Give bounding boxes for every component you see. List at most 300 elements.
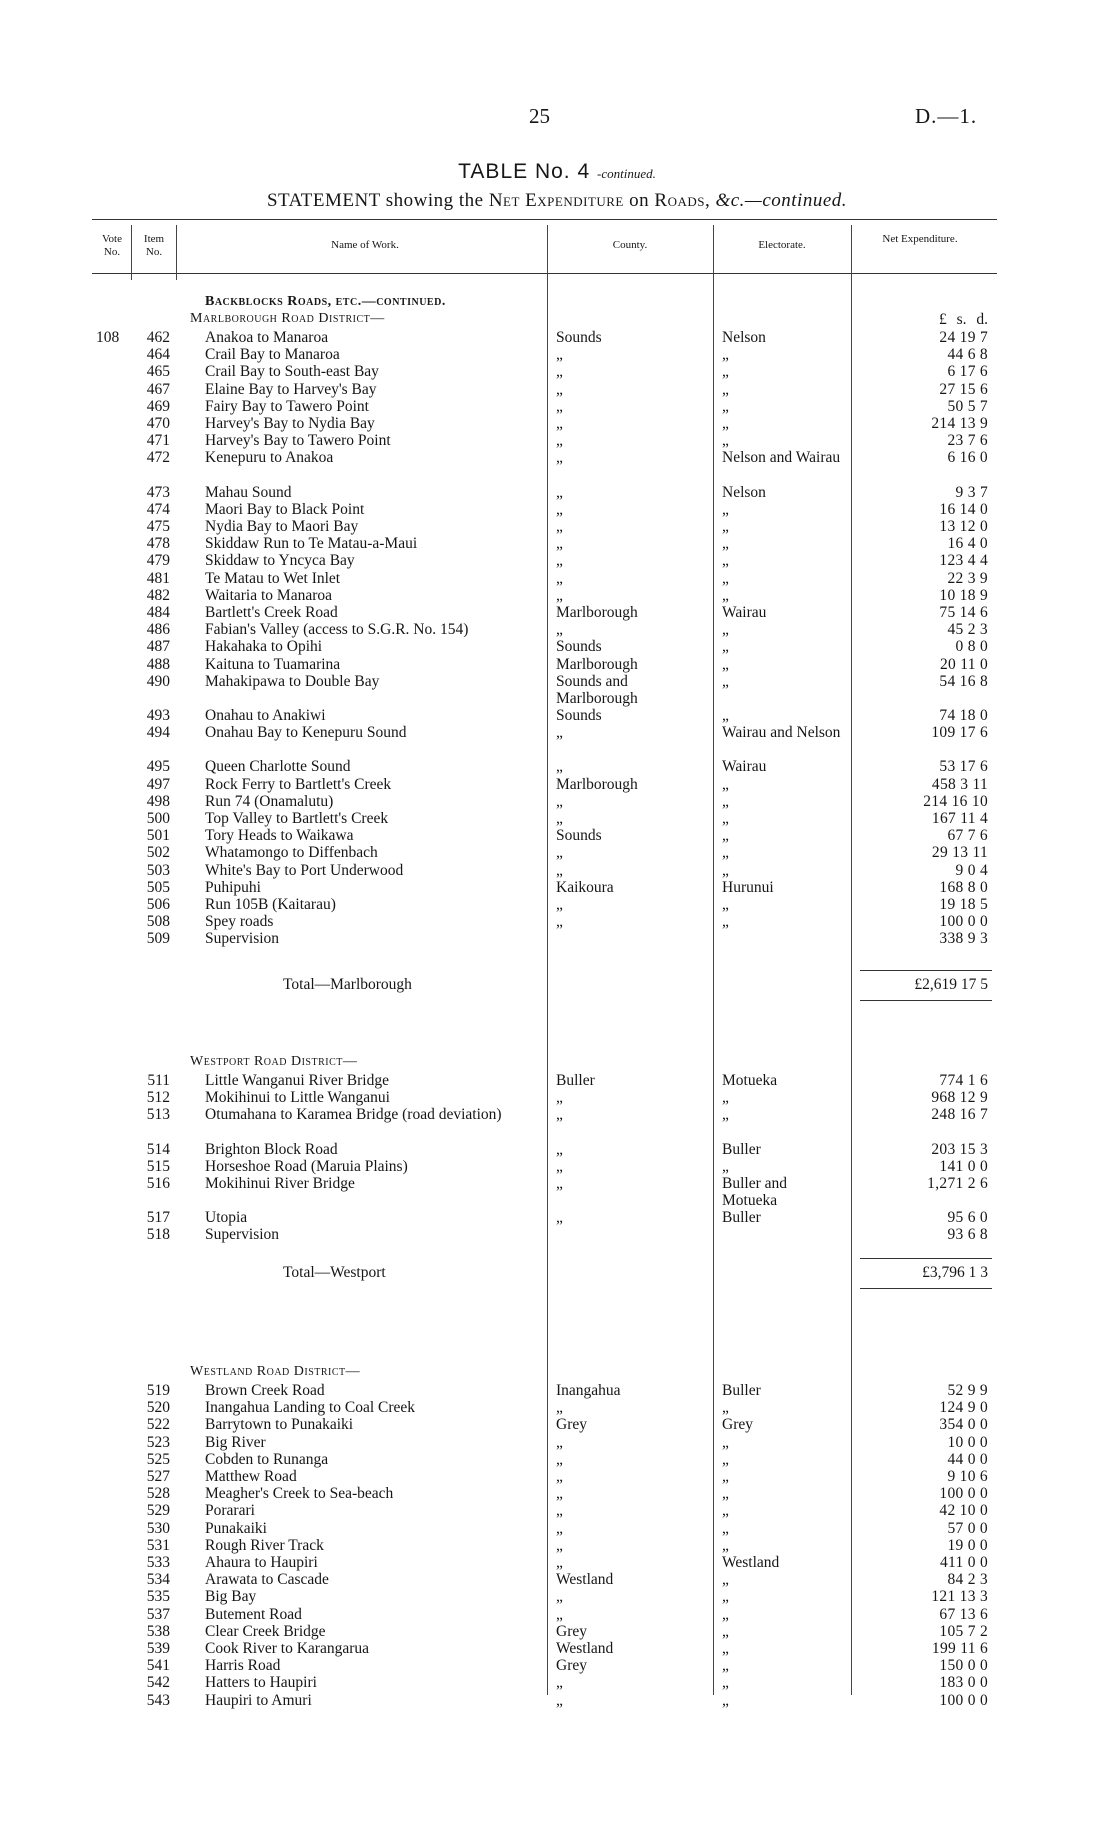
work-name: Puhipuhi: [205, 879, 261, 896]
electorate: „: [722, 1502, 729, 1519]
item-number: 474: [146, 501, 170, 518]
net-expenditure: 968 12 9: [931, 1089, 988, 1106]
electorate: „: [722, 1588, 729, 1605]
county: „: [556, 1674, 563, 1691]
net-expenditure: 150 0 0: [939, 1657, 988, 1674]
county: „: [556, 1554, 563, 1571]
work-name: Run 74 (Onamalutu): [205, 793, 334, 810]
table-row: [0, 673, 1114, 707]
electorate: „: [722, 1106, 729, 1123]
work-name: Skiddaw to Yncyca Bay: [205, 552, 355, 569]
total-rule-bottom: [860, 1000, 992, 1001]
electorate: Grey: [722, 1416, 753, 1433]
net-expenditure: 95 6 0: [947, 1209, 988, 1226]
table-row: [0, 930, 1114, 947]
table-row: [0, 1640, 1114, 1657]
county: „: [556, 1520, 563, 1537]
table-row: [0, 793, 1114, 810]
electorate: „: [722, 415, 729, 432]
electorate: „: [722, 398, 729, 415]
county: Buller: [556, 1072, 595, 1089]
header-top-rule: [92, 219, 997, 220]
item-number: 471: [146, 432, 170, 449]
table-row: [0, 1502, 1114, 1519]
county: „: [556, 896, 563, 913]
item-number: 494: [146, 724, 170, 741]
item-number: 537: [146, 1606, 170, 1623]
county: „: [556, 587, 563, 604]
net-expenditure: 44 6 8: [947, 346, 988, 363]
electorate: „: [722, 518, 729, 535]
table-row: [0, 398, 1114, 415]
table-row: [0, 1434, 1114, 1451]
item-number: 493: [146, 707, 170, 724]
table-row: [0, 1175, 1114, 1209]
net-expenditure: 100 0 0: [939, 1485, 988, 1502]
electorate: „: [722, 776, 729, 793]
net-expenditure: 16 4 0: [947, 535, 988, 552]
county: Sounds: [556, 707, 602, 724]
county: Grey: [556, 1416, 587, 1433]
work-name: Big River: [205, 1434, 266, 1451]
table-row: [0, 1072, 1114, 1089]
net-expenditure: 54 16 8: [939, 673, 988, 690]
net-expenditure: 123 4 4: [939, 552, 988, 569]
work-name: Mahakipawa to Double Bay: [205, 673, 380, 690]
table-row: [0, 758, 1114, 775]
header-vote: Vote No.: [102, 233, 122, 258]
electorate: „: [722, 1434, 729, 1451]
work-name: Cook River to Karangarua: [205, 1640, 369, 1657]
net-expenditure: 42 10 0: [939, 1502, 988, 1519]
table-row: [0, 621, 1114, 638]
work-name: Kaituna to Tuamarina: [205, 656, 341, 673]
table-row: [0, 1468, 1114, 1485]
county: „: [556, 1588, 563, 1605]
electorate: „: [722, 552, 729, 569]
county: „: [556, 570, 563, 587]
work-name: Meagher's Creek to Sea-beach: [205, 1485, 394, 1502]
work-name: Anakoa to Manaroa: [205, 329, 329, 346]
item-number: 528: [146, 1485, 170, 1502]
work-name: Spey roads: [205, 913, 274, 930]
electorate: Nelson and Wairau: [722, 449, 841, 466]
work-name: Arawata to Cascade: [205, 1571, 329, 1588]
net-expenditure: 52 9 9: [947, 1382, 988, 1399]
item-number: 488: [146, 656, 170, 673]
work-name: Fairy Bay to Tawero Point: [205, 398, 369, 415]
item-number: 490: [146, 673, 170, 690]
work-name: Horseshoe Road (Maruia Plains): [205, 1158, 408, 1175]
table-row: [0, 656, 1114, 673]
net-expenditure: 57 0 0: [947, 1520, 988, 1537]
item-number: 475: [146, 518, 170, 535]
electorate: „: [722, 501, 729, 518]
item-number: 464: [146, 346, 170, 363]
item-number: 506: [146, 896, 170, 913]
county: „: [556, 724, 563, 741]
net-expenditure: 203 15 3: [931, 1141, 988, 1158]
electorate: „: [722, 1692, 729, 1709]
total-label: Total—Marlborough: [283, 976, 412, 993]
header-bottom-rule: [92, 273, 997, 274]
county: „: [556, 1537, 563, 1554]
header-county: County.: [612, 239, 648, 251]
work-name: Bartlett's Creek Road: [205, 604, 338, 621]
electorate: „: [722, 1089, 729, 1106]
work-name: Crail Bay to South-east Bay: [205, 363, 379, 380]
item-number: 516: [146, 1175, 170, 1192]
electorate: „: [722, 432, 729, 449]
net-expenditure: 411 0 0: [939, 1554, 988, 1571]
total-rule-bottom: [860, 1288, 992, 1289]
county: „: [556, 913, 563, 930]
net-expenditure: 75 14 6: [939, 604, 988, 621]
document-reference: D.—1.: [915, 104, 978, 128]
county: „: [556, 381, 563, 398]
work-name: Top Valley to Bartlett's Creek: [205, 810, 389, 827]
net-expenditure: 84 2 3: [947, 1571, 988, 1588]
net-expenditure: 53 17 6: [939, 758, 988, 775]
electorate: „: [722, 638, 729, 655]
header-name: Name of Work.: [331, 239, 399, 251]
net-expenditure: 6 16 0: [947, 449, 988, 466]
table-title-text: TABLE No. 4: [458, 160, 591, 183]
item-number: 533: [146, 1554, 170, 1571]
county: Marlborough: [556, 656, 638, 673]
table-row: [0, 1089, 1114, 1106]
item-number: 508: [146, 913, 170, 930]
electorate: Motueka: [722, 1072, 778, 1089]
item-number: 502: [146, 844, 170, 861]
work-name: Maori Bay to Black Point: [205, 501, 365, 518]
work-name: Supervision: [205, 930, 280, 947]
electorate: „: [722, 1485, 729, 1502]
county: „: [556, 758, 563, 775]
net-expenditure: 24 19 7: [939, 329, 988, 346]
item-number: 515: [146, 1158, 170, 1175]
table-row: [0, 896, 1114, 913]
net-expenditure: 20 11 0: [939, 656, 988, 673]
table-row: [0, 776, 1114, 793]
item-number: 543: [146, 1692, 170, 1709]
table-row: [0, 879, 1114, 896]
total-rule: [860, 1258, 992, 1259]
table-row: [0, 862, 1114, 879]
item-number: 467: [146, 381, 170, 398]
net-expenditure: 168 8 0: [939, 879, 988, 896]
item-number: 484: [146, 604, 170, 621]
statement-on: on: [629, 190, 650, 211]
statement-net-expenditure: Net Expenditure: [488, 190, 624, 211]
item-number: 535: [146, 1588, 170, 1605]
electorate: „: [722, 862, 729, 879]
backblocks-heading: Backblocks Roads, etc.—continued.: [205, 294, 446, 309]
item-number: 500: [146, 810, 170, 827]
item-number: 495: [146, 758, 170, 775]
page-number: 25: [529, 104, 550, 128]
net-expenditure: 50 5 7: [947, 398, 988, 415]
net-expenditure: 44 0 0: [947, 1451, 988, 1468]
statement-lead: STATEMENT: [266, 190, 381, 211]
county: „: [556, 1606, 563, 1623]
county: „: [556, 862, 563, 879]
electorate: „: [722, 810, 729, 827]
electorate: „: [722, 1451, 729, 1468]
item-number: 527: [146, 1468, 170, 1485]
work-name: Brown Creek Road: [205, 1382, 325, 1399]
net-expenditure: 23 7 6: [947, 432, 988, 449]
table-row: [0, 1485, 1114, 1502]
header-net-expenditure: Net Expenditure.: [882, 233, 958, 245]
net-expenditure: 93 6 8: [947, 1226, 988, 1243]
net-expenditure: 22 3 9: [947, 570, 988, 587]
work-name: Cobden to Runanga: [205, 1451, 329, 1468]
net-expenditure: 13 12 0: [939, 518, 988, 535]
electorate: „: [722, 896, 729, 913]
table-row: [0, 1657, 1114, 1674]
net-expenditure: 45 2 3: [947, 621, 988, 638]
county: „: [556, 621, 563, 638]
electorate: „: [722, 827, 729, 844]
table-row: [0, 1141, 1114, 1158]
item-number: 462: [146, 329, 170, 346]
electorate: „: [722, 621, 729, 638]
work-name: Hakahaka to Opihi: [205, 638, 323, 655]
item-number: 503: [146, 862, 170, 879]
county: „: [556, 1209, 563, 1226]
work-name: Hatters to Haupiri: [205, 1674, 317, 1691]
table-row: [0, 1537, 1114, 1554]
item-number: 478: [146, 535, 170, 552]
item-number: 529: [146, 1502, 170, 1519]
electorate: „: [722, 913, 729, 930]
net-expenditure: 9 10 6: [947, 1468, 988, 1485]
net-expenditure: 29 13 11: [931, 844, 988, 861]
county: „: [556, 1089, 563, 1106]
work-name: Barrytown to Punakaiki: [205, 1416, 354, 1433]
table-row: [0, 844, 1114, 861]
item-number: 498: [146, 793, 170, 810]
work-name: Utopia: [205, 1209, 248, 1226]
table-row: [0, 1451, 1114, 1468]
county: „: [556, 1692, 563, 1709]
table-row: [0, 810, 1114, 827]
table-row: [0, 1382, 1114, 1399]
table-title: [0, 160, 1114, 184]
work-name: Ahaura to Haupiri: [205, 1554, 318, 1571]
electorate: Wairau: [722, 604, 767, 621]
table-row: [0, 1399, 1114, 1416]
electorate: „: [722, 1158, 729, 1175]
table-row: [0, 1226, 1114, 1243]
table-row: [0, 1158, 1114, 1175]
table-row: [0, 484, 1114, 501]
county: Inangahua: [556, 1382, 621, 1399]
item-number: 501: [146, 827, 170, 844]
work-name: Skiddaw Run to Te Matau-a-Maui: [205, 535, 418, 552]
net-expenditure: 458 3 11: [931, 776, 988, 793]
table-row: [0, 1588, 1114, 1605]
table-row: [0, 501, 1114, 518]
county: „: [556, 535, 563, 552]
electorate: „: [722, 1537, 729, 1554]
item-number: 541: [146, 1657, 170, 1674]
county: „: [556, 552, 563, 569]
county: Grey: [556, 1657, 587, 1674]
item-number: 519: [146, 1382, 170, 1399]
table-row: [0, 1106, 1114, 1123]
electorate: „: [722, 1468, 729, 1485]
electorate: Nelson: [722, 484, 766, 501]
item-number: 523: [146, 1434, 170, 1451]
electorate: „: [722, 1623, 729, 1640]
net-expenditure: 19 0 0: [947, 1537, 988, 1554]
work-name: Onahau to Anakiwi: [205, 707, 326, 724]
vote-number: 108: [96, 329, 120, 346]
net-expenditure: 100 0 0: [939, 1692, 988, 1709]
work-name: Queen Charlotte Sound: [205, 758, 351, 775]
table-row: [0, 552, 1114, 569]
electorate: „: [722, 587, 729, 604]
net-expenditure: 27 15 6: [939, 381, 988, 398]
work-name: Brighton Block Road: [205, 1141, 338, 1158]
electorate: „: [722, 793, 729, 810]
county: „: [556, 1485, 563, 1502]
county: „: [556, 793, 563, 810]
electorate: „: [722, 363, 729, 380]
item-number: 473: [146, 484, 170, 501]
electorate: „: [722, 1606, 729, 1623]
county: „: [556, 501, 563, 518]
county: „: [556, 415, 563, 432]
county: Westland: [556, 1571, 614, 1588]
item-number: 531: [146, 1537, 170, 1554]
electorate: Buller and Motueka: [722, 1175, 787, 1209]
electorate: „: [722, 535, 729, 552]
net-expenditure: 1,271 2 6: [927, 1175, 988, 1192]
county: Sounds: [556, 827, 602, 844]
item-number: 505: [146, 879, 170, 896]
net-expenditure: 183 0 0: [939, 1674, 988, 1691]
table-row: [0, 1623, 1114, 1640]
county: Marlborough: [556, 604, 638, 621]
county: „: [556, 1502, 563, 1519]
table-row: [0, 1416, 1114, 1433]
net-expenditure: 109 17 6: [931, 724, 988, 741]
item-number: 486: [146, 621, 170, 638]
county: „: [556, 1451, 563, 1468]
district-heading: Marlborough Road District—: [190, 311, 385, 326]
county: „: [556, 1434, 563, 1451]
table-row: [0, 535, 1114, 552]
net-expenditure: 74 18 0: [939, 707, 988, 724]
electorate: „: [722, 381, 729, 398]
county: „: [556, 484, 563, 501]
item-number: 518: [146, 1226, 170, 1243]
item-number: 522: [146, 1416, 170, 1433]
electorate: Buller: [722, 1141, 761, 1158]
table-row: [0, 587, 1114, 604]
net-expenditure: 121 13 3: [931, 1588, 988, 1605]
col-rule-1: [131, 225, 132, 280]
currency-units: £ s. d.: [938, 311, 988, 328]
net-expenditure: 9 3 7: [955, 484, 988, 501]
statement-heading: [0, 190, 1114, 212]
item-number: 511: [147, 1072, 170, 1089]
county: Sounds: [556, 638, 602, 655]
county: „: [556, 346, 563, 363]
work-name: Harris Road: [205, 1657, 281, 1674]
work-name: Waitaria to Manaroa: [205, 587, 332, 604]
work-name: Butement Road: [205, 1606, 302, 1623]
electorate: Wairau: [722, 758, 767, 775]
work-name: Nydia Bay to Maori Bay: [205, 518, 359, 535]
work-name: White's Bay to Port Underwood: [205, 862, 404, 879]
work-name: Tory Heads to Waikawa: [205, 827, 354, 844]
net-expenditure: 167 11 4: [931, 810, 988, 827]
district-heading: Westland Road District—: [190, 1364, 361, 1379]
county: „: [556, 449, 563, 466]
item-number: 487: [146, 638, 170, 655]
electorate: „: [722, 1674, 729, 1691]
net-expenditure: 67 7 6: [947, 827, 988, 844]
work-name: Clear Creek Bridge: [205, 1623, 326, 1640]
item-number: 538: [146, 1623, 170, 1640]
electorate: „: [722, 656, 729, 673]
electorate: Wairau and Nelson: [722, 724, 841, 741]
table-row: [0, 432, 1114, 449]
work-name: Porarari: [205, 1502, 255, 1519]
county: „: [556, 1468, 563, 1485]
county: „: [556, 432, 563, 449]
item-number: 481: [146, 570, 170, 587]
county: „: [556, 1158, 563, 1175]
table-row: [0, 329, 1114, 346]
table-row: [0, 415, 1114, 432]
county: „: [556, 810, 563, 827]
work-name: Rough River Track: [205, 1537, 324, 1554]
col-rule-2: [176, 225, 177, 280]
county: „: [556, 1175, 563, 1192]
total-amount: £2,619 17 5: [914, 976, 988, 993]
item-number: 534: [146, 1571, 170, 1588]
statement-rest: showing the: [385, 190, 484, 211]
item-number: 472: [146, 449, 170, 466]
net-expenditure: 100 0 0: [939, 913, 988, 930]
item-number: 469: [146, 398, 170, 415]
work-name: Onahau Bay to Kenepuru Sound: [205, 724, 407, 741]
item-number: 530: [146, 1520, 170, 1537]
work-name: Elaine Bay to Harvey's Bay: [205, 381, 377, 398]
item-number: 497: [146, 776, 170, 793]
work-name: Run 105B (Kaitarau): [205, 896, 336, 913]
table-row: [0, 363, 1114, 380]
net-expenditure: 214 13 9: [931, 415, 988, 432]
table-row: [0, 1209, 1114, 1226]
work-name: Big Bay: [205, 1588, 257, 1605]
net-expenditure: 124 9 0: [939, 1399, 988, 1416]
table-row: [0, 1520, 1114, 1537]
item-number: 465: [146, 363, 170, 380]
table-row: [0, 1554, 1114, 1571]
item-number: 520: [146, 1399, 170, 1416]
table-row: [0, 913, 1114, 930]
table-row: [0, 827, 1114, 844]
work-name: Mokihinui River Bridge: [205, 1175, 355, 1192]
work-name: Harvey's Bay to Tawero Point: [205, 432, 391, 449]
item-number: 470: [146, 415, 170, 432]
